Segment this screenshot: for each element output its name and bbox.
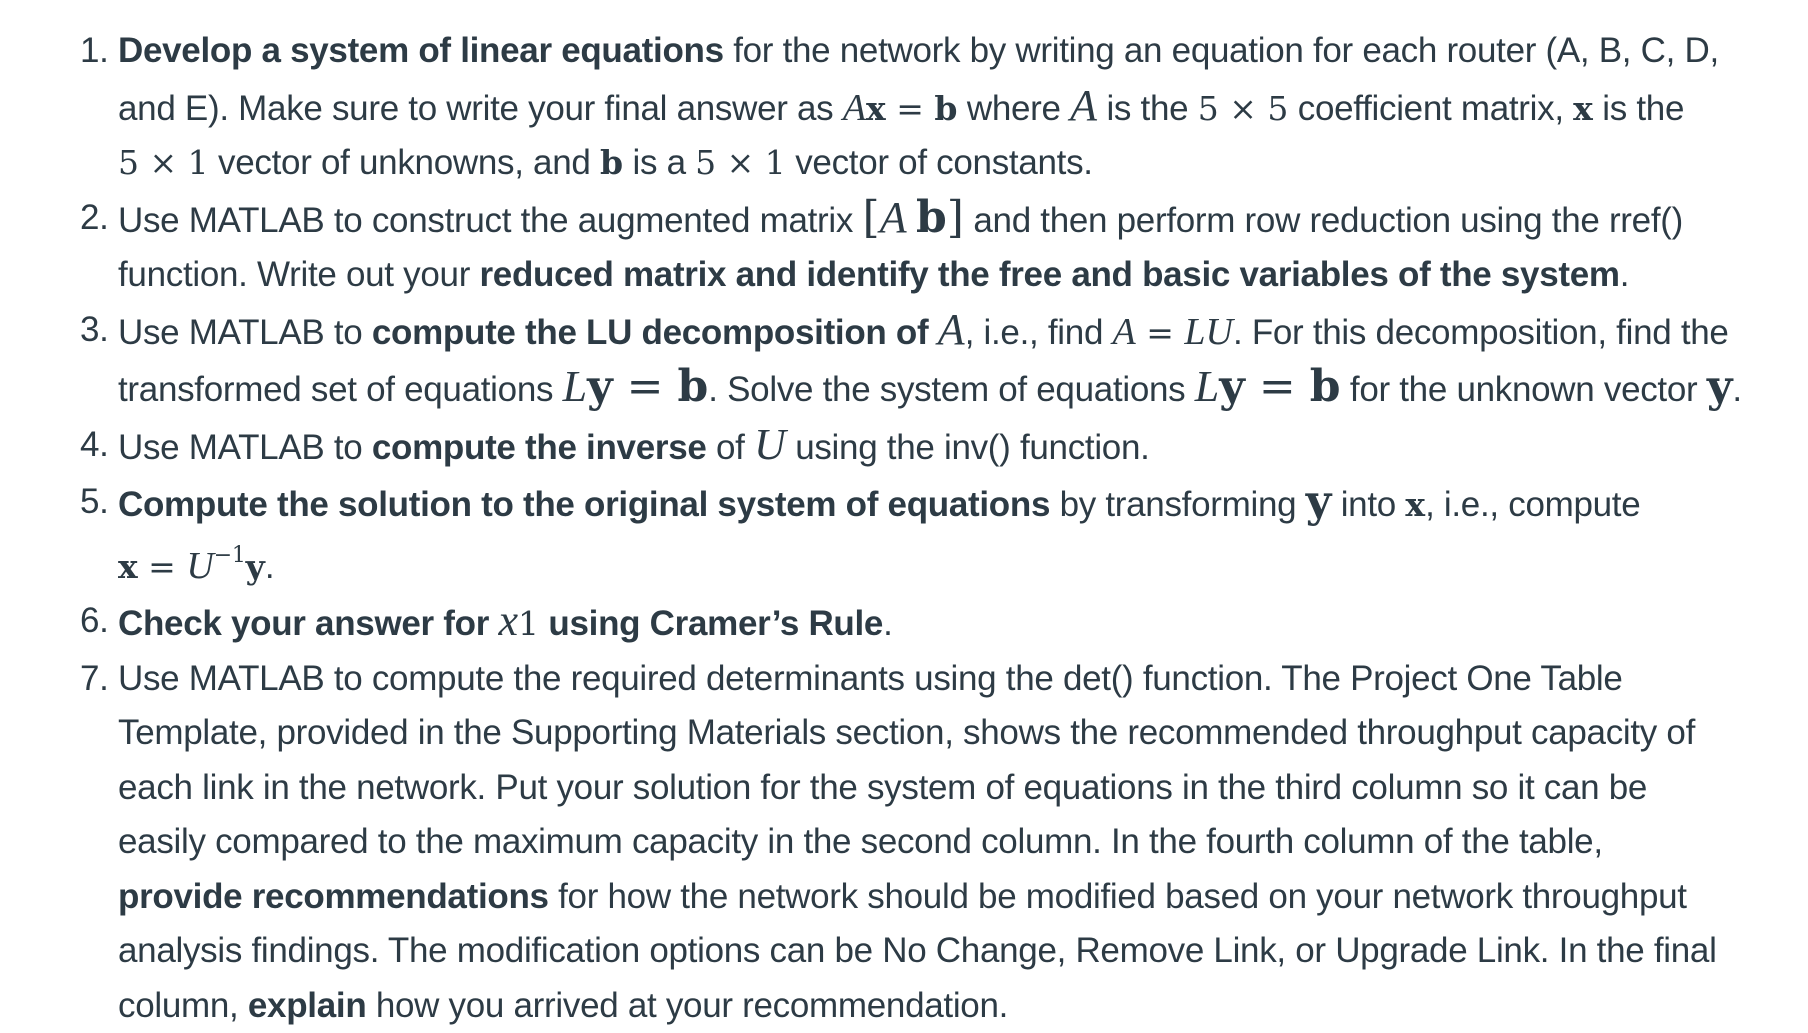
math-y: y [587,361,613,412]
bold-text: Compute the solution to the original system of equations [118,485,1050,524]
math-A: A [1070,81,1097,130]
bold-text: provide recommendations [118,877,549,916]
step-number: 4. [80,418,109,473]
math-U: U [754,420,786,469]
assignment-instructions [0,24,1808,1033]
math-L: L [563,362,587,411]
step-7-line-4: easily compared to the maximum capacity in the second column. In the fourth column of the table, [118,815,1788,870]
math-A: A [938,305,965,354]
list-item-step-1 [0,24,1808,191]
math-subscript: 1 [518,604,539,643]
math-x: x [1573,89,1593,128]
math-b: b [678,361,709,412]
step-1-line-2: and E). Make sure to write your final answer as Ax = b where A is the 5 × 5 coefficient matrix, x is the [118,79,1788,137]
step-1-line-3: 5 × 1 vector of unknowns, and b is a 5 × 1 vector of constants. [118,136,1788,191]
step-7-line-6: analysis findings. The modification options can be No Change, Remove Link, or Upgrade Link. In the final [118,924,1788,979]
math-y: y [1707,361,1733,412]
step-1-line-1: Develop a system of linear equations for the network by writing an equation for each router (A, B, C, D, [118,24,1788,79]
list-item-step-4 [0,418,1808,476]
step-3-line-1: Use MATLAB to compute the LU decomposition of A, i.e., find A = LU. For this decomposition, find the [118,303,1788,361]
math-x: x [866,89,886,128]
math-y: y [1219,361,1245,412]
step-7-line-7: column, explain how you arrived at your recommendation. [118,979,1788,1033]
math-b: b [600,143,623,182]
bold-text: explain [248,986,367,1025]
math-dimension: 5 × 5 [1198,89,1289,128]
step-number: 2. [80,191,109,246]
instruction-list [0,24,1808,1033]
math-b: b [1310,361,1341,412]
math-U: U [186,545,213,587]
step-number: 5. [80,475,109,530]
step-7-line-1: Use MATLAB to compute the required determinants using the det() function. The Project One Table [118,652,1788,707]
step-number: 7. [80,652,109,707]
math-x: x [118,547,138,586]
math-exponent: −1 [214,543,246,568]
math-L: L [1195,362,1219,411]
step-2-line-1: Use MATLAB to construct the augmented matrix [A b] and then perform row reduction using the rref() [118,191,1788,249]
step-7-line-3: each link in the network. Put your solution for the system of equations in the third column so it can be [118,761,1788,816]
list-item-step-3 [0,303,1808,418]
step-7-line-5: provide recommendations for how the network should be modified based on your network throughput [118,870,1788,925]
bold-text: using Cramer’s Rule [539,604,883,643]
math-b: b [916,192,947,243]
bold-text: reduced matrix and identify the free and basic variables of the system [479,255,1619,294]
step-5-line-2: $x = U^{-1}y$. [118,533,1788,595]
bold-text: Check your answer for [118,604,498,643]
step-2-line-2: function. Write out your reduced matrix and identify the free and basic variables of the system. [118,248,1788,303]
math-LU: LU [1184,311,1233,353]
bold-text: Develop a system of linear equations [118,31,724,70]
math-dimension: 5 × 1 [695,143,786,182]
step-number: 3. [80,303,109,358]
bold-text: compute the inverse [372,428,707,467]
list-item-step-5 [0,475,1808,594]
step-number: 6. [80,594,109,649]
math-A: A [880,193,907,242]
math-dimension: 5 × 1 [118,143,209,182]
list-item-step-7 [0,652,1808,1033]
list-item-step-2 [0,191,1808,303]
math-A: A [1113,311,1136,353]
list-item-step-6 [0,594,1808,652]
step-number: 1. [80,24,109,79]
math-x: x [1405,485,1425,524]
math-x: x [498,596,518,645]
step-5-line-1: Compute the solution to the original system of equations by transforming y into x, i.e., compute [118,475,1788,533]
step-6-line-1: Check your answer for x1 using Cramer’s Rule. [118,594,1788,652]
step-3-line-2: transformed set of equations Ly = b. Solve the system of equations Ly = b for the unknown vector y. [118,360,1788,418]
math-A: A [843,87,866,129]
math-b: b [934,89,957,128]
bold-text: compute the LU decomposition of [372,313,938,352]
step-4-line-1: Use MATLAB to compute the inverse of U using the inv() function. [118,418,1788,476]
step-7-line-2: Template, provided in the Supporting Materials section, shows the recommended throughput capacity of [118,706,1788,761]
math-y: y [246,547,265,586]
math-y: y [1306,476,1332,527]
